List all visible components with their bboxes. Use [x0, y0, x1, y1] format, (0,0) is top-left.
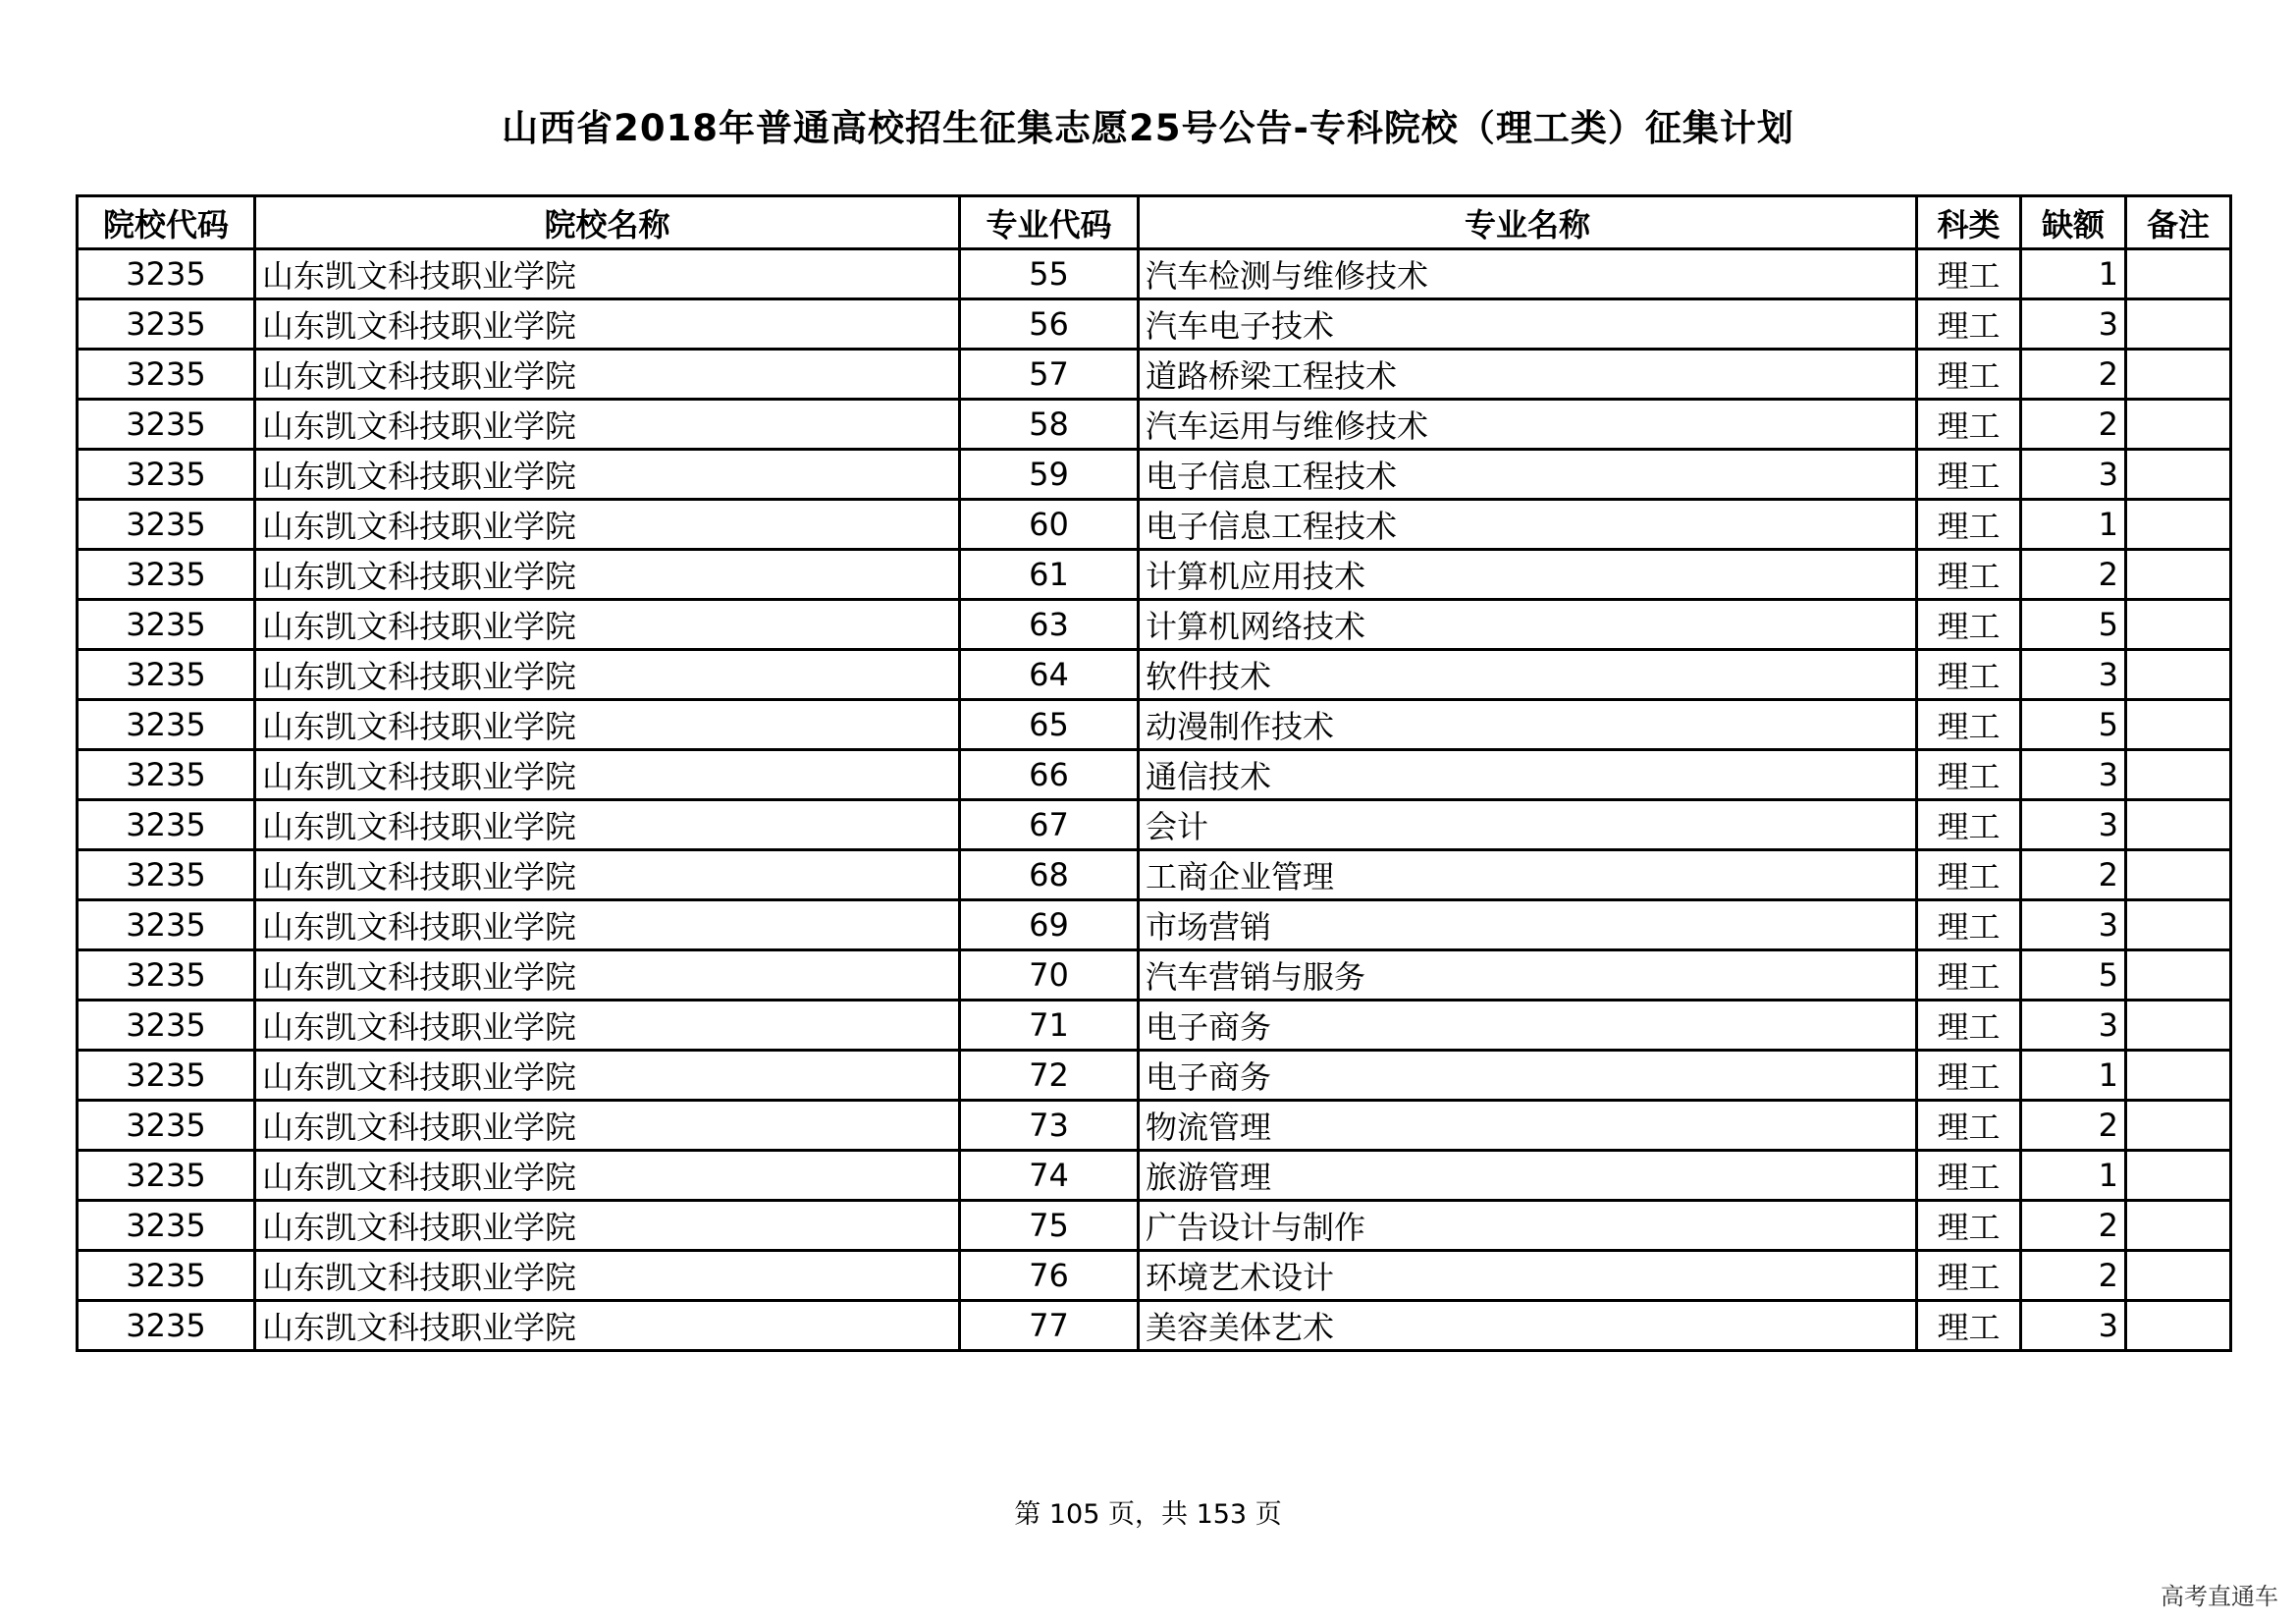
remarks-cell: [2126, 1001, 2231, 1051]
school-code-cell: 3235: [78, 299, 255, 350]
school-code-cell: 3235: [78, 1151, 255, 1201]
remarks-cell: [2126, 1101, 2231, 1151]
table-row: [78, 1251, 2231, 1301]
vacancy-cell: 3: [2021, 750, 2126, 800]
vacancy-cell: 3: [2021, 299, 2126, 350]
major-name-cell: 通信技术: [1139, 750, 1917, 800]
school-code-cell: 3235: [78, 800, 255, 850]
school-name-cell: 山东凯文科技职业学院: [255, 350, 960, 400]
remarks-cell: [2126, 700, 2231, 750]
category-cell: 理工: [1917, 600, 2021, 650]
school-name-cell: 山东凯文科技职业学院: [255, 1051, 960, 1101]
category-cell: 理工: [1917, 650, 2021, 700]
vacancy-cell: 2: [2021, 850, 2126, 900]
table-row: [78, 800, 2231, 850]
table-row: [78, 750, 2231, 800]
school-name-cell: 山东凯文科技职业学院: [255, 500, 960, 550]
major-code-cell: 67: [960, 800, 1139, 850]
table-row: [78, 700, 2231, 750]
table-row: [78, 600, 2231, 650]
school-code-cell: 3235: [78, 550, 255, 600]
table-row: [78, 1201, 2231, 1251]
major-name-cell: 汽车电子技术: [1139, 299, 1917, 350]
vacancy-cell: 1: [2021, 249, 2126, 299]
vacancy-cell: 1: [2021, 1151, 2126, 1201]
major-name-cell: 汽车营销与服务: [1139, 950, 1917, 1001]
vacancy-cell: 3: [2021, 650, 2126, 700]
vacancy-cell: 2: [2021, 400, 2126, 450]
major-code-cell: 63: [960, 600, 1139, 650]
school-code-cell: 3235: [78, 1001, 255, 1051]
header-major-name: 专业名称: [1139, 196, 1917, 249]
category-cell: 理工: [1917, 850, 2021, 900]
table-row: [78, 1151, 2231, 1201]
vacancy-cell: 5: [2021, 700, 2126, 750]
category-cell: 理工: [1917, 1151, 2021, 1201]
header-remarks: 备注: [2126, 196, 2231, 249]
remarks-cell: [2126, 1051, 2231, 1101]
school-code-cell: 3235: [78, 1201, 255, 1251]
category-cell: 理工: [1917, 900, 2021, 950]
school-name-cell: 山东凯文科技职业学院: [255, 299, 960, 350]
vacancy-cell: 3: [2021, 450, 2126, 500]
school-name-cell: 山东凯文科技职业学院: [255, 550, 960, 600]
school-name-cell: 山东凯文科技职业学院: [255, 1251, 960, 1301]
table-row: [78, 249, 2231, 299]
vacancy-cell: 2: [2021, 1101, 2126, 1151]
school-code-cell: 3235: [78, 650, 255, 700]
school-code-cell: 3235: [78, 400, 255, 450]
remarks-cell: [2126, 299, 2231, 350]
major-code-cell: 56: [960, 299, 1139, 350]
major-code-cell: 58: [960, 400, 1139, 450]
major-name-cell: 动漫制作技术: [1139, 700, 1917, 750]
school-name-cell: 山东凯文科技职业学院: [255, 450, 960, 500]
header-school-code: 院校代码: [78, 196, 255, 249]
school-code-cell: 3235: [78, 950, 255, 1001]
table-row: [78, 1101, 2231, 1151]
remarks-cell: [2126, 249, 2231, 299]
major-code-cell: 73: [960, 1101, 1139, 1151]
category-cell: 理工: [1917, 750, 2021, 800]
major-code-cell: 64: [960, 650, 1139, 700]
major-name-cell: 环境艺术设计: [1139, 1251, 1917, 1301]
header-category: 科类: [1917, 196, 2021, 249]
school-name-cell: 山东凯文科技职业学院: [255, 900, 960, 950]
school-name-cell: 山东凯文科技职业学院: [255, 800, 960, 850]
category-cell: 理工: [1917, 400, 2021, 450]
table-row: [78, 1301, 2231, 1351]
table-row: [78, 1001, 2231, 1051]
vacancy-cell: 3: [2021, 900, 2126, 950]
major-name-cell: 旅游管理: [1139, 1151, 1917, 1201]
major-name-cell: 市场营销: [1139, 900, 1917, 950]
category-cell: 理工: [1917, 350, 2021, 400]
category-cell: 理工: [1917, 500, 2021, 550]
major-code-cell: 74: [960, 1151, 1139, 1201]
vacancy-cell: 2: [2021, 350, 2126, 400]
school-code-cell: 3235: [78, 450, 255, 500]
school-code-cell: 3235: [78, 1101, 255, 1151]
header-major-code: 专业代码: [960, 196, 1139, 249]
category-cell: 理工: [1917, 950, 2021, 1001]
major-code-cell: 75: [960, 1201, 1139, 1251]
major-name-cell: 计算机网络技术: [1139, 600, 1917, 650]
major-name-cell: 汽车运用与维修技术: [1139, 400, 1917, 450]
major-code-cell: 71: [960, 1001, 1139, 1051]
table-row: [78, 900, 2231, 950]
school-code-cell: 3235: [78, 850, 255, 900]
school-code-cell: 3235: [78, 1051, 255, 1101]
major-name-cell: 电子信息工程技术: [1139, 450, 1917, 500]
remarks-cell: [2126, 450, 2231, 500]
vacancy-cell: 2: [2021, 1201, 2126, 1251]
school-code-cell: 3235: [78, 249, 255, 299]
vacancy-cell: 3: [2021, 1301, 2126, 1351]
school-name-cell: 山东凯文科技职业学院: [255, 600, 960, 650]
remarks-cell: [2126, 600, 2231, 650]
remarks-cell: [2126, 800, 2231, 850]
major-name-cell: 美容美体艺术: [1139, 1301, 1917, 1351]
school-name-cell: 山东凯文科技职业学院: [255, 1301, 960, 1351]
category-cell: 理工: [1917, 299, 2021, 350]
category-cell: 理工: [1917, 1251, 2021, 1301]
school-name-cell: 山东凯文科技职业学院: [255, 750, 960, 800]
major-code-cell: 55: [960, 249, 1139, 299]
school-code-cell: 3235: [78, 600, 255, 650]
major-name-cell: 电子商务: [1139, 1051, 1917, 1101]
major-code-cell: 72: [960, 1051, 1139, 1101]
remarks-cell: [2126, 1201, 2231, 1251]
school-code-cell: 3235: [78, 1301, 255, 1351]
table-row: [78, 550, 2231, 600]
school-code-cell: 3235: [78, 900, 255, 950]
school-code-cell: 3235: [78, 700, 255, 750]
table-row: [78, 450, 2231, 500]
school-name-cell: 山东凯文科技职业学院: [255, 249, 960, 299]
category-cell: 理工: [1917, 800, 2021, 850]
major-code-cell: 66: [960, 750, 1139, 800]
school-name-cell: 山东凯文科技职业学院: [255, 1001, 960, 1051]
vacancy-cell: 1: [2021, 500, 2126, 550]
table-row: [78, 1051, 2231, 1101]
major-name-cell: 电子信息工程技术: [1139, 500, 1917, 550]
major-name-cell: 广告设计与制作: [1139, 1201, 1917, 1251]
category-cell: 理工: [1917, 550, 2021, 600]
school-code-cell: 3235: [78, 750, 255, 800]
table-row: [78, 350, 2231, 400]
watermark: 高考直通车: [2161, 1583, 2278, 1610]
remarks-cell: [2126, 750, 2231, 800]
major-name-cell: 汽车检测与维修技术: [1139, 249, 1917, 299]
major-code-cell: 59: [960, 450, 1139, 500]
remarks-cell: [2126, 900, 2231, 950]
vacancy-cell: 1: [2021, 1051, 2126, 1101]
school-name-cell: 山东凯文科技职业学院: [255, 1151, 960, 1201]
major-code-cell: 69: [960, 900, 1139, 950]
major-code-cell: 68: [960, 850, 1139, 900]
major-code-cell: 60: [960, 500, 1139, 550]
major-name-cell: 软件技术: [1139, 650, 1917, 700]
category-cell: 理工: [1917, 1301, 2021, 1351]
remarks-cell: [2126, 1251, 2231, 1301]
school-name-cell: 山东凯文科技职业学院: [255, 400, 960, 450]
major-name-cell: 物流管理: [1139, 1101, 1917, 1151]
remarks-cell: [2126, 500, 2231, 550]
remarks-cell: [2126, 550, 2231, 600]
table-row: [78, 850, 2231, 900]
remarks-cell: [2126, 1301, 2231, 1351]
major-name-cell: 工商企业管理: [1139, 850, 1917, 900]
category-cell: 理工: [1917, 1051, 2021, 1101]
page-title: 山西省2018年普通高校招生征集志愿25号公告-专科院校（理工类）征集计划: [502, 107, 1794, 149]
table-header-row: [78, 196, 2231, 249]
vacancy-cell: 2: [2021, 550, 2126, 600]
enrollment-plan-table: [76, 194, 2232, 1352]
vacancy-cell: 2: [2021, 1251, 2126, 1301]
major-code-cell: 70: [960, 950, 1139, 1001]
table-row: [78, 650, 2231, 700]
major-code-cell: 65: [960, 700, 1139, 750]
school-name-cell: 山东凯文科技职业学院: [255, 950, 960, 1001]
school-code-cell: 3235: [78, 350, 255, 400]
category-cell: 理工: [1917, 1001, 2021, 1051]
major-name-cell: 计算机应用技术: [1139, 550, 1917, 600]
major-code-cell: 61: [960, 550, 1139, 600]
table-row: [78, 500, 2231, 550]
remarks-cell: [2126, 350, 2231, 400]
category-cell: 理工: [1917, 450, 2021, 500]
remarks-cell: [2126, 950, 2231, 1001]
major-code-cell: 76: [960, 1251, 1139, 1301]
remarks-cell: [2126, 850, 2231, 900]
school-code-cell: 3235: [78, 1251, 255, 1301]
major-name-cell: 电子商务: [1139, 1001, 1917, 1051]
table-row: [78, 299, 2231, 350]
header-school-name: 院校名称: [255, 196, 960, 249]
table-row: [78, 950, 2231, 1001]
vacancy-cell: 5: [2021, 600, 2126, 650]
remarks-cell: [2126, 1151, 2231, 1201]
major-name-cell: 会计: [1139, 800, 1917, 850]
page-footer: 第 105 页，共 153 页: [1014, 1499, 1282, 1530]
school-name-cell: 山东凯文科技职业学院: [255, 850, 960, 900]
school-name-cell: 山东凯文科技职业学院: [255, 1201, 960, 1251]
header-vacancies: 缺额: [2021, 196, 2126, 249]
category-cell: 理工: [1917, 249, 2021, 299]
remarks-cell: [2126, 650, 2231, 700]
school-name-cell: 山东凯文科技职业学院: [255, 1101, 960, 1151]
vacancy-cell: 3: [2021, 800, 2126, 850]
category-cell: 理工: [1917, 700, 2021, 750]
school-code-cell: 3235: [78, 500, 255, 550]
school-name-cell: 山东凯文科技职业学院: [255, 700, 960, 750]
category-cell: 理工: [1917, 1101, 2021, 1151]
major-code-cell: 77: [960, 1301, 1139, 1351]
school-name-cell: 山东凯文科技职业学院: [255, 650, 960, 700]
remarks-cell: [2126, 400, 2231, 450]
major-name-cell: 道路桥梁工程技术: [1139, 350, 1917, 400]
table-body: [78, 249, 2231, 1351]
category-cell: 理工: [1917, 1201, 2021, 1251]
vacancy-cell: 5: [2021, 950, 2126, 1001]
major-code-cell: 57: [960, 350, 1139, 400]
table-row: [78, 400, 2231, 450]
vacancy-cell: 3: [2021, 1001, 2126, 1051]
